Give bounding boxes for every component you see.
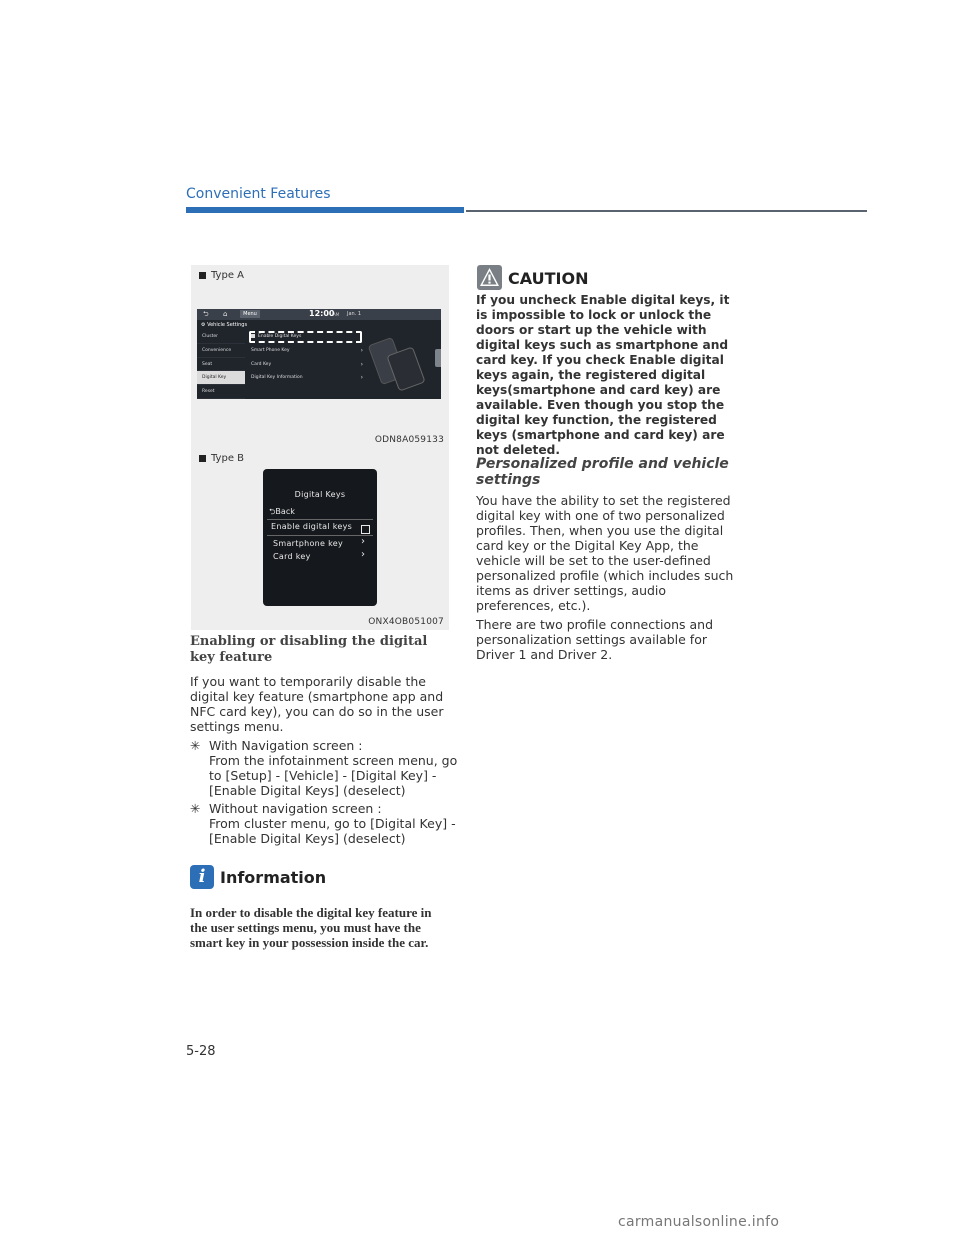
settings-sidebar (197, 330, 245, 399)
caution-text: If you uncheck Enable digital keys, it is impossible to lock or unlock the doors or start up the vehicle with digital keys such as smartphone and card key. If you check Enable digital keys again, the registered digital keys(smartphone and card key) are available. Even though you stop the digital key function, the registered keys (smartphone and card key) are not deleted. (476, 293, 730, 457)
back-item: ⮌Back (269, 507, 295, 516)
figure-code: ONX4OB051007 (368, 617, 444, 627)
bullet-body: From cluster menu, go to [Digital Key] - [Enable Digital Keys] (deselect) (209, 816, 456, 846)
screen-title: Digital Keys (294, 490, 346, 499)
paragraph: If you want to temporarily disable the digital key feature (smartphone app and NFC card key), you can do so in the user settings menu. (190, 674, 444, 734)
chevron-right-icon: › (360, 360, 363, 368)
back-arrow-icon: ⮌ (269, 507, 276, 516)
figure-type-a (191, 265, 449, 448)
date: Jan. 1 (347, 311, 362, 317)
bullet-no-navigation (190, 801, 460, 846)
figure-label (199, 453, 244, 464)
figure-label-text: Type B (211, 453, 245, 464)
enable-digital-keys-item: Enable digital keys (271, 522, 353, 531)
figure-type-b (191, 448, 449, 630)
checkbox-icon (361, 525, 370, 534)
info-text: In order to disable the digital key feature in the user settings menu, you must have the smart key in your possession inside the car. (190, 905, 432, 950)
figure-label-text: Type A (211, 270, 244, 281)
square-bullet-icon (199, 455, 206, 462)
list-item: Enable Digital Keys (247, 330, 367, 344)
divider (267, 535, 373, 536)
scroll-handle (435, 349, 441, 367)
back-arrow-icon: ⮌ (203, 310, 209, 318)
watermark: carmanualsonline.info (618, 1214, 780, 1230)
cluster-screen (263, 469, 377, 606)
section-heading: Personalized profile and vehicle settings (476, 456, 729, 488)
page-number: 5-28 (186, 1044, 216, 1059)
card-graphic (388, 348, 425, 391)
info-title: Information (220, 868, 327, 887)
asterisk-icon: ✳ (190, 801, 201, 816)
clock: 12:00 (309, 309, 335, 318)
paragraph: You have the ability to set the registered digital key with one of two personalized profiles. Then, when you use the digital card key or the Digital Key App, the vehicle will be set to the user-defined personalized profile (which includes such items as driver settings, audio preferences, etc.). (476, 493, 734, 613)
infotainment-screen (197, 309, 441, 399)
chevron-right-icon: › (360, 346, 363, 354)
section-heading: Enabling or disabling the digital key feature (190, 634, 428, 665)
chevron-right-icon: › (361, 549, 365, 560)
menu-button: Menu (240, 310, 260, 318)
clock-ampm: AM (333, 312, 340, 317)
bullet-body: From the infotainment screen menu, go to [Setup] - [Vehicle] - [Digital Key] - [Enable Digital Keys] (deselect) (209, 753, 458, 798)
figure-code: ODN8A059133 (374, 435, 444, 445)
list-item: Digital Key Information › (247, 371, 367, 385)
square-bullet-icon (199, 272, 206, 279)
sidebar-item-seat: Seat (197, 358, 245, 372)
sidebar-item-reset: Reset (197, 385, 245, 399)
paragraph: There are two profile connections and personalization settings available for Driver 1 and Driver 2. (476, 617, 714, 662)
info-icon: i (190, 865, 214, 889)
figure-label (199, 270, 244, 281)
asterisk-icon: ✳ (190, 738, 201, 753)
bullet-navigation (190, 738, 460, 798)
sidebar-item-digital-key: Digital Key (197, 371, 245, 385)
caution-title: CAUTION (508, 269, 589, 288)
header-rule-accent (186, 207, 464, 213)
home-icon: ⌂ (223, 310, 228, 318)
card-key-item: Card key (273, 552, 311, 561)
list-item: Card Key › (247, 358, 367, 372)
bullet-title: With Navigation screen : (209, 738, 363, 753)
sidebar-item-convenience: Convenience (197, 344, 245, 358)
screen-title: ⚙ Vehicle Settings (201, 322, 248, 328)
gear-icon: ⚙ (201, 322, 206, 328)
chevron-right-icon: › (361, 536, 365, 547)
chevron-right-icon: › (360, 374, 363, 382)
smartphone-key-item: Smartphone key (273, 539, 343, 548)
header-rule (466, 210, 867, 212)
divider (267, 519, 373, 520)
list-item: Smart Phone Key › (247, 344, 367, 358)
bullet-title: Without navigation screen : (209, 801, 382, 816)
warning-icon (477, 265, 502, 290)
highlight-outline (249, 331, 362, 343)
sidebar-item-cluster: Cluster (197, 330, 245, 344)
section-title: Convenient Features (186, 186, 331, 202)
